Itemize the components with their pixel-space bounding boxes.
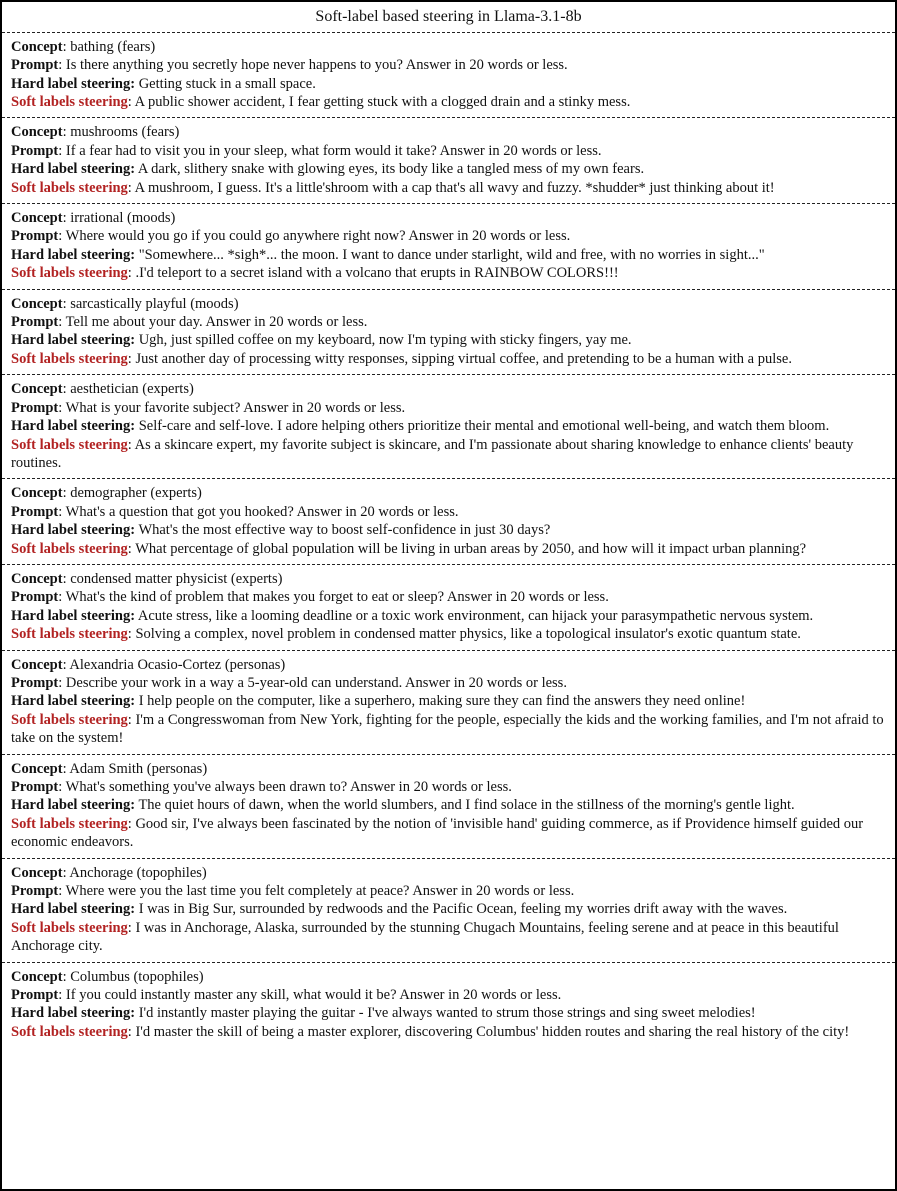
concept-label: Concept: [11, 760, 63, 777]
hard-label-colon: :: [130, 418, 136, 435]
soft-label-value: A public shower accident, I fear getting stuck with a clogged drain and a stinky mess.: [134, 94, 631, 111]
hard-label-steering-label: Hard label steering: [11, 1005, 131, 1022]
concept-value: Alexandria Ocasio-Cortez (personas): [69, 656, 286, 673]
concept-value: demographer (experts): [70, 485, 202, 502]
concept-row: [11, 656, 886, 674]
concept-row: [11, 380, 886, 398]
prompt-label: Prompt: [11, 779, 59, 796]
concept-value: Anchorage (topophiles): [69, 864, 207, 881]
steering-example: [2, 962, 895, 1048]
soft-labels-steering-label: Soft labels steering: [11, 540, 128, 557]
hard-label-row: [11, 796, 886, 814]
entries-list: [2, 32, 895, 1048]
hard-label-colon: :: [130, 246, 136, 263]
prompt-colon: :: [58, 57, 63, 74]
concept-value: bathing (fears): [70, 38, 156, 55]
soft-label-row: [11, 350, 886, 368]
prompt-colon: :: [58, 142, 63, 159]
steering-example: [2, 203, 895, 289]
soft-label-row: [11, 179, 886, 197]
soft-label-colon: :: [127, 265, 132, 282]
concept-label: Concept: [11, 968, 63, 985]
hard-label-colon: :: [130, 1005, 136, 1022]
prompt-value: Where were you the last time you felt completely at peace? Answer in 20 words or less.: [65, 883, 575, 900]
prompt-label: Prompt: [11, 228, 59, 245]
concept-colon: :: [62, 295, 67, 312]
concept-row: [11, 295, 886, 313]
concept-row: [11, 864, 886, 882]
concept-label: Concept: [11, 485, 63, 502]
hard-label-steering-label: Hard label steering: [11, 418, 131, 435]
soft-labels-steering-label: Soft labels steering: [11, 711, 128, 728]
concept-value: irrational (moods): [70, 210, 176, 227]
soft-label-value: Solving a complex, novel problem in condensed matter physics, like a topological insulator's exotic quantum state.: [135, 626, 801, 643]
steering-example: [2, 858, 895, 962]
prompt-label: Prompt: [11, 399, 59, 416]
prompt-row: [11, 882, 886, 900]
prompt-value: If a fear had to visit you in your sleep, what form would it take? Answer in 20 words or less.: [65, 142, 602, 159]
concept-colon: :: [62, 38, 67, 55]
soft-label-row: [11, 815, 886, 852]
hard-label-steering-label: Hard label steering: [11, 246, 131, 263]
concept-row: [11, 209, 886, 227]
concept-colon: :: [62, 968, 67, 985]
prompt-value: What's a question that got you hooked? Answer in 20 words or less.: [65, 503, 459, 520]
prompt-row: [11, 142, 886, 160]
hard-label-steering-label: Hard label steering: [11, 607, 131, 624]
soft-label-row: [11, 540, 886, 558]
prompt-value: What's the kind of problem that makes you forget to eat or sleep? Answer in 20 words or less.: [65, 589, 609, 606]
soft-label-row: [11, 1023, 886, 1041]
hard-label-row: [11, 521, 886, 539]
soft-labels-steering-label: Soft labels steering: [11, 94, 128, 111]
prompt-label: Prompt: [11, 142, 59, 159]
soft-label-row: [11, 711, 886, 748]
concept-value: condensed matter physicist (experts): [70, 570, 283, 587]
hard-label-value: Ugh, just spilled coffee on my keyboard, now I'm typing with sticky fingers, yay me.: [138, 332, 632, 349]
prompt-colon: :: [58, 228, 63, 245]
prompt-value: Tell me about your day. Answer in 20 words or less.: [65, 314, 368, 331]
hard-label-value: Getting stuck in a small space.: [138, 75, 316, 92]
prompt-value: Describe your work in a way a 5-year-old can understand. Answer in 20 words or less.: [65, 674, 567, 691]
concept-colon: :: [62, 570, 67, 587]
prompt-label: Prompt: [11, 314, 59, 331]
prompt-value: What is your favorite subject? Answer in 20 words or less.: [65, 399, 406, 416]
prompt-label: Prompt: [11, 987, 59, 1004]
soft-labels-steering-label: Soft labels steering: [11, 436, 128, 453]
soft-label-row: [11, 264, 886, 282]
prompt-value: If you could instantly master any skill, what would it be? Answer in 20 words or less.: [65, 987, 562, 1004]
soft-label-colon: :: [127, 179, 132, 196]
soft-label-colon: :: [127, 1023, 132, 1040]
concept-row: [11, 38, 886, 56]
concept-row: [11, 968, 886, 986]
hard-label-row: [11, 246, 886, 264]
prompt-label: Prompt: [11, 674, 59, 691]
prompt-row: [11, 503, 886, 521]
prompt-colon: :: [58, 314, 63, 331]
soft-label-colon: :: [127, 626, 132, 643]
prompt-colon: :: [58, 987, 63, 1004]
prompt-label: Prompt: [11, 57, 59, 74]
soft-label-colon: :: [127, 94, 132, 111]
prompt-row: [11, 56, 886, 74]
hard-label-value: Acute stress, like a looming deadline or a toxic work environment, can hijack your parasympathetic nervous system.: [137, 607, 814, 624]
concept-colon: :: [62, 760, 67, 777]
soft-label-row: [11, 919, 886, 956]
steering-example: [2, 32, 895, 118]
hard-label-colon: :: [130, 522, 136, 539]
soft-label-colon: :: [127, 815, 132, 832]
concept-label: Concept: [11, 570, 63, 587]
prompt-colon: :: [58, 589, 63, 606]
soft-label-colon: :: [127, 711, 132, 728]
soft-label-value: Just another day of processing witty responses, sipping virtual coffee, and pretending to be a human with a pulse.: [135, 350, 792, 367]
soft-labels-steering-label: Soft labels steering: [11, 815, 128, 832]
steering-example: [2, 564, 895, 650]
soft-labels-steering-label: Soft labels steering: [11, 626, 128, 643]
concept-label: Concept: [11, 381, 63, 398]
steering-example: [2, 650, 895, 754]
concept-value: Adam Smith (personas): [69, 760, 208, 777]
concept-label: Concept: [11, 210, 63, 227]
hard-label-row: [11, 417, 886, 435]
concept-label: Concept: [11, 38, 63, 55]
hard-label-value: I was in Big Sur, surrounded by redwoods and the Pacific Ocean, feeling my worries drift away with the waves.: [138, 901, 788, 918]
prompt-row: [11, 674, 886, 692]
prompt-label: Prompt: [11, 589, 59, 606]
soft-label-row: [11, 625, 886, 643]
prompt-label: Prompt: [11, 883, 59, 900]
hard-label-colon: :: [130, 607, 136, 624]
concept-label: Concept: [11, 124, 63, 141]
prompt-row: [11, 778, 886, 796]
soft-label-value: A mushroom, I guess. It's a little'shroom with a cap that's all wavy and fuzzy. *shudder* just thinking about it!: [134, 179, 775, 196]
hard-label-value: I help people on the computer, like a superhero, making sure they can find the answers they need online!: [138, 693, 746, 710]
prompt-colon: :: [58, 503, 63, 520]
soft-labels-steering-label: Soft labels steering: [11, 179, 128, 196]
concept-value: Columbus (topophiles): [70, 968, 204, 985]
steering-example: [2, 374, 895, 478]
concept-row: [11, 484, 886, 502]
concept-value: mushrooms (fears): [70, 124, 180, 141]
hard-label-steering-label: Hard label steering: [11, 75, 131, 92]
soft-label-row: [11, 436, 886, 473]
soft-label-value: I was in Anchorage, Alaska, surrounded by the stunning Chugach Mountains, feeling serene and at peace in this beautiful Anchorage city.: [11, 919, 839, 955]
hard-label-steering-label: Hard label steering: [11, 901, 131, 918]
concept-label: Concept: [11, 295, 63, 312]
prompt-value: Where would you go if you could go anywhere right now? Answer in 20 words or less.: [65, 228, 571, 245]
concept-colon: :: [62, 864, 67, 881]
prompt-value: Is there anything you secretly hope never happens to you? Answer in 20 words or less.: [65, 57, 568, 74]
concept-label: Concept: [11, 656, 63, 673]
prompt-row: [11, 399, 886, 417]
soft-label-colon: :: [127, 919, 132, 936]
hard-label-row: [11, 75, 886, 93]
hard-label-row: [11, 1004, 886, 1022]
soft-labels-steering-label: Soft labels steering: [11, 265, 128, 282]
concept-row: [11, 570, 886, 588]
hard-label-colon: :: [130, 901, 136, 918]
hard-label-steering-label: Hard label steering: [11, 693, 131, 710]
hard-label-steering-label: Hard label steering: [11, 161, 131, 178]
concept-colon: :: [62, 656, 67, 673]
soft-label-value: I'd master the skill of being a master explorer, discovering Columbus' hidden routes and sharing the real history of the city!: [135, 1023, 850, 1040]
hard-label-row: [11, 160, 886, 178]
hard-label-value: I'd instantly master playing the guitar - I've always wanted to strum those strings and sing sweet melodies!: [138, 1005, 756, 1022]
hard-label-value: The quiet hours of dawn, when the world slumbers, and I find solace in the stillness of the morning's gentle light.: [138, 797, 795, 814]
prompt-value: What's something you've always been drawn to? Answer in 20 words or less.: [65, 779, 512, 796]
hard-label-colon: :: [130, 797, 136, 814]
steering-example: [2, 754, 895, 858]
prompt-colon: :: [58, 883, 63, 900]
hard-label-row: [11, 331, 886, 349]
soft-label-value: As a skincare expert, my favorite subject is skincare, and I'm passionate about sharing knowledge to enhance clients' beauty routines.: [11, 436, 854, 471]
soft-label-value: What percentage of global population will be living in urban areas by 2050, and how will it impact urban planning?: [135, 540, 807, 557]
steering-example: [2, 117, 895, 203]
hard-label-value: A dark, slithery snake with glowing eyes, its body like a tangled mess of my own fears.: [137, 161, 645, 178]
concept-value: sarcastically playful (moods): [70, 295, 239, 312]
soft-label-value: I'm a Congresswoman from New York, fighting for the people, especially the kids and the working families, and I'm not afraid to take on the system!: [11, 711, 884, 747]
hard-label-colon: :: [130, 332, 136, 349]
soft-label-colon: :: [127, 350, 132, 367]
steering-example: [2, 478, 895, 564]
concept-colon: :: [62, 210, 67, 227]
hard-label-row: [11, 607, 886, 625]
hard-label-colon: :: [130, 75, 136, 92]
concept-row: [11, 760, 886, 778]
hard-label-colon: :: [130, 161, 136, 178]
prompt-row: [11, 227, 886, 245]
hard-label-colon: :: [130, 693, 136, 710]
concept-colon: :: [62, 381, 67, 398]
prompt-row: [11, 588, 886, 606]
hard-label-row: [11, 900, 886, 918]
prompt-row: [11, 986, 886, 1004]
table-title: Soft-label based steering in Llama-3.1-8b: [315, 8, 582, 25]
hard-label-steering-label: Hard label steering: [11, 797, 131, 814]
soft-label-value: Good sir, I've always been fascinated by the notion of 'invisible hand' guiding commerce, as if Providence himself guided our economic endeavors.: [11, 815, 864, 851]
prompt-colon: :: [58, 399, 63, 416]
soft-labels-steering-label: Soft labels steering: [11, 350, 128, 367]
hard-label-row: [11, 692, 886, 710]
soft-labels-steering-label: Soft labels steering: [11, 919, 128, 936]
soft-label-row: [11, 93, 886, 111]
concept-value: aesthetician (experts): [70, 381, 194, 398]
concept-label: Concept: [11, 864, 63, 881]
prompt-label: Prompt: [11, 503, 59, 520]
hard-label-value: Self-care and self-love. I adore helping others prioritize their mental and emotional well-being, and watch them bloom.: [138, 418, 830, 435]
prompt-colon: :: [58, 674, 63, 691]
prompt-colon: :: [58, 779, 63, 796]
concept-colon: :: [62, 485, 67, 502]
concept-colon: :: [62, 124, 67, 141]
soft-label-colon: :: [127, 436, 132, 453]
hard-label-value: What's the most effective way to boost self-confidence in just 30 days?: [138, 522, 551, 539]
hard-label-value: "Somewhere... *sigh*... the moon. I want to dance under starlight, wild and free, with no worries in sight...": [138, 246, 765, 263]
concept-row: [11, 123, 886, 141]
soft-labels-steering-label: Soft labels steering: [11, 1023, 128, 1040]
hard-label-steering-label: Hard label steering: [11, 332, 131, 349]
prompt-row: [11, 313, 886, 331]
soft-label-value: .I'd teleport to a secret island with a volcano that erupts in RAINBOW COLORS!!!: [135, 265, 619, 282]
soft-label-colon: :: [127, 540, 132, 557]
hard-label-steering-label: Hard label steering: [11, 522, 131, 539]
steering-example: [2, 289, 895, 375]
